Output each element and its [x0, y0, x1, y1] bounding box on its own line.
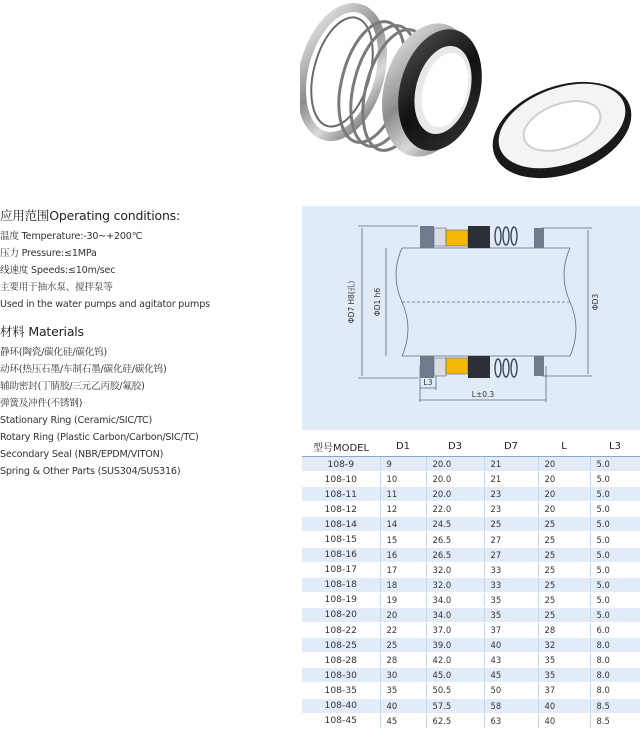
value-cell: 26.5	[426, 532, 484, 547]
value-cell: 37	[538, 683, 590, 698]
value-cell: 22.0	[426, 502, 484, 517]
spec-speed: 线速度 Speeds:≤10m/sec	[0, 265, 116, 276]
model-cell: 108-18	[302, 577, 380, 592]
value-cell: 20.0	[426, 472, 484, 487]
value-cell: 22	[380, 623, 426, 638]
value-cell: 5.0	[590, 457, 640, 472]
table-row	[302, 517, 640, 532]
model-cell: 108-19	[302, 592, 380, 607]
column-header-model: 型号MODEL	[302, 436, 380, 457]
value-cell: 32.0	[426, 577, 484, 592]
spec-usage-en: Used in the water pumps and agitator pumps	[0, 299, 210, 310]
model-cell: 108-11	[302, 487, 380, 502]
value-cell: 25	[538, 562, 590, 577]
value-cell: 6.0	[590, 623, 640, 638]
table-row	[302, 713, 640, 728]
value-cell: 5.0	[590, 607, 640, 622]
table-row	[302, 472, 640, 487]
dim-label-d7: ΦD7 H8(孔)	[347, 280, 356, 324]
spec-pressure: 压力 Pressure:≤1MPa	[0, 248, 97, 259]
table-row	[302, 683, 640, 698]
column-header-d3: D3	[426, 436, 484, 457]
value-cell: 20	[538, 487, 590, 502]
model-cell: 108-45	[302, 713, 380, 728]
value-cell: 8.5	[590, 698, 640, 713]
value-cell: 5.0	[590, 547, 640, 562]
table-row	[302, 562, 640, 577]
value-cell: 37	[484, 623, 538, 638]
dim-label-l3: L3	[423, 378, 433, 387]
value-cell: 32	[538, 638, 590, 653]
seal-cross-section-drawing	[302, 206, 640, 430]
value-cell: 25	[484, 517, 538, 532]
value-cell: 8.0	[590, 683, 640, 698]
value-cell: 20	[538, 472, 590, 487]
spec-usage-cn: 主要用于抽水泵、搅拌泵等	[0, 282, 113, 293]
dim-label-l: L±0.3	[471, 390, 495, 399]
material-line: Spring & Other Parts (SUS304/SUS316)	[0, 466, 181, 477]
value-cell: 25	[380, 638, 426, 653]
value-cell: 5.0	[590, 487, 640, 502]
column-header-d7: D7	[484, 436, 538, 457]
material-line: 辅助密封(丁腈胶/三元乙丙胶/氟胶)	[0, 381, 145, 392]
material-line: 动环(热压石墨/车制石墨/碳化硅/碳化钨)	[0, 364, 167, 375]
value-cell: 17	[380, 562, 426, 577]
value-cell: 32.0	[426, 562, 484, 577]
product-photo	[300, 0, 640, 200]
model-cell: 108-14	[302, 517, 380, 532]
value-cell: 23	[484, 487, 538, 502]
mechanical-seal-illustration	[300, 0, 640, 200]
value-cell: 10	[380, 472, 426, 487]
model-cell: 108-30	[302, 668, 380, 683]
value-cell: 18	[380, 577, 426, 592]
material-line: Rotary Ring (Plastic Carbon/Carbon/SIC/TC)	[0, 432, 199, 443]
model-cell: 108-15	[302, 532, 380, 547]
value-cell: 58	[484, 698, 538, 713]
operating-conditions-heading: 应用范围Operating conditions:	[0, 208, 180, 223]
value-cell: 5.0	[590, 562, 640, 577]
value-cell: 34.0	[426, 607, 484, 622]
value-cell: 63	[484, 713, 538, 728]
value-cell: 20	[538, 502, 590, 517]
value-cell: 21	[484, 457, 538, 472]
value-cell: 5.0	[590, 472, 640, 487]
value-cell: 9	[380, 457, 426, 472]
value-cell: 5.0	[590, 502, 640, 517]
value-cell: 23	[484, 502, 538, 517]
model-cell: 108-10	[302, 472, 380, 487]
value-cell: 5.0	[590, 577, 640, 592]
value-cell: 25	[538, 547, 590, 562]
value-cell: 27	[484, 532, 538, 547]
value-cell: 25	[538, 532, 590, 547]
material-line: 静环(陶瓷/碳化硅/碳化钨)	[0, 347, 108, 358]
value-cell: 45	[484, 668, 538, 683]
table-row	[302, 638, 640, 653]
column-header-l: L	[538, 436, 590, 457]
value-cell: 25	[538, 607, 590, 622]
column-header-l3: L3	[590, 436, 640, 457]
value-cell: 40	[538, 713, 590, 728]
material-line: Stationary Ring (Ceramic/SIC/TC)	[0, 415, 153, 426]
value-cell: 8.0	[590, 638, 640, 653]
value-cell: 20.0	[426, 487, 484, 502]
value-cell: 8.0	[590, 668, 640, 683]
spec-temperature: 温度 Temperature:-30~+200℃	[0, 231, 143, 242]
value-cell: 50	[484, 683, 538, 698]
value-cell: 25	[538, 592, 590, 607]
model-cell: 108-17	[302, 562, 380, 577]
value-cell: 12	[380, 502, 426, 517]
value-cell: 30	[380, 668, 426, 683]
value-cell: 14	[380, 517, 426, 532]
value-cell: 28	[538, 623, 590, 638]
table-row	[302, 698, 640, 713]
value-cell: 5.0	[590, 517, 640, 532]
value-cell: 33	[484, 577, 538, 592]
value-cell: 8.0	[590, 653, 640, 668]
value-cell: 15	[380, 532, 426, 547]
table-row	[302, 623, 640, 638]
table-row	[302, 592, 640, 607]
dim-label-d1: ΦD1 h6	[373, 287, 382, 317]
value-cell: 26.5	[426, 547, 484, 562]
model-cell: 108-35	[302, 683, 380, 698]
table-row	[302, 502, 640, 517]
value-cell: 20.0	[426, 457, 484, 472]
model-cell: 108-12	[302, 502, 380, 517]
model-cell: 108-22	[302, 623, 380, 638]
value-cell: 25	[538, 577, 590, 592]
value-cell: 20	[538, 457, 590, 472]
model-cell: 108-25	[302, 638, 380, 653]
value-cell: 11	[380, 487, 426, 502]
value-cell: 20	[380, 607, 426, 622]
column-header-d1: D1	[380, 436, 426, 457]
table-row	[302, 547, 640, 562]
value-cell: 35	[484, 592, 538, 607]
model-cell: 108-20	[302, 607, 380, 622]
table-header-row	[302, 436, 640, 457]
model-cell: 108-28	[302, 653, 380, 668]
value-cell: 21	[484, 472, 538, 487]
model-cell: 108-16	[302, 547, 380, 562]
value-cell: 43	[484, 653, 538, 668]
value-cell: 57.5	[426, 698, 484, 713]
value-cell: 45.0	[426, 668, 484, 683]
specifications	[0, 206, 300, 480]
value-cell: 24.5	[426, 517, 484, 532]
value-cell: 34.0	[426, 592, 484, 607]
table-row	[302, 668, 640, 683]
model-cell: 108-9	[302, 457, 380, 472]
value-cell: 40	[380, 698, 426, 713]
dimension-table	[302, 436, 640, 729]
value-cell: 42.0	[426, 653, 484, 668]
value-cell: 27	[484, 547, 538, 562]
value-cell: 40	[538, 698, 590, 713]
material-line: 弹簧及冲件(不锈钢)	[0, 398, 83, 409]
materials-heading: 材料 Materials	[0, 324, 84, 339]
dim-label-d3: ΦD3	[591, 293, 600, 311]
value-cell: 37.0	[426, 623, 484, 638]
value-cell: 25	[538, 517, 590, 532]
table-row	[302, 577, 640, 592]
table-row	[302, 532, 640, 547]
value-cell: 19	[380, 592, 426, 607]
table-row	[302, 487, 640, 502]
value-cell: 5.0	[590, 592, 640, 607]
value-cell: 33	[484, 562, 538, 577]
table-row	[302, 607, 640, 622]
technical-drawing-panel	[302, 206, 640, 430]
value-cell: 50.5	[426, 683, 484, 698]
value-cell: 35	[538, 653, 590, 668]
value-cell: 8.5	[590, 713, 640, 728]
value-cell: 45	[380, 713, 426, 728]
value-cell: 40	[484, 638, 538, 653]
value-cell: 35	[380, 683, 426, 698]
table-row	[302, 653, 640, 668]
model-cell: 108-40	[302, 698, 380, 713]
value-cell: 5.0	[590, 532, 640, 547]
value-cell: 28	[380, 653, 426, 668]
value-cell: 16	[380, 547, 426, 562]
value-cell: 35	[538, 668, 590, 683]
value-cell: 35	[484, 607, 538, 622]
table-row	[302, 457, 640, 472]
material-line: Secondary Seal (NBR/EPDM/VITON)	[0, 449, 164, 460]
value-cell: 39.0	[426, 638, 484, 653]
dimension-table-container	[302, 436, 640, 729]
value-cell: 62.5	[426, 713, 484, 728]
